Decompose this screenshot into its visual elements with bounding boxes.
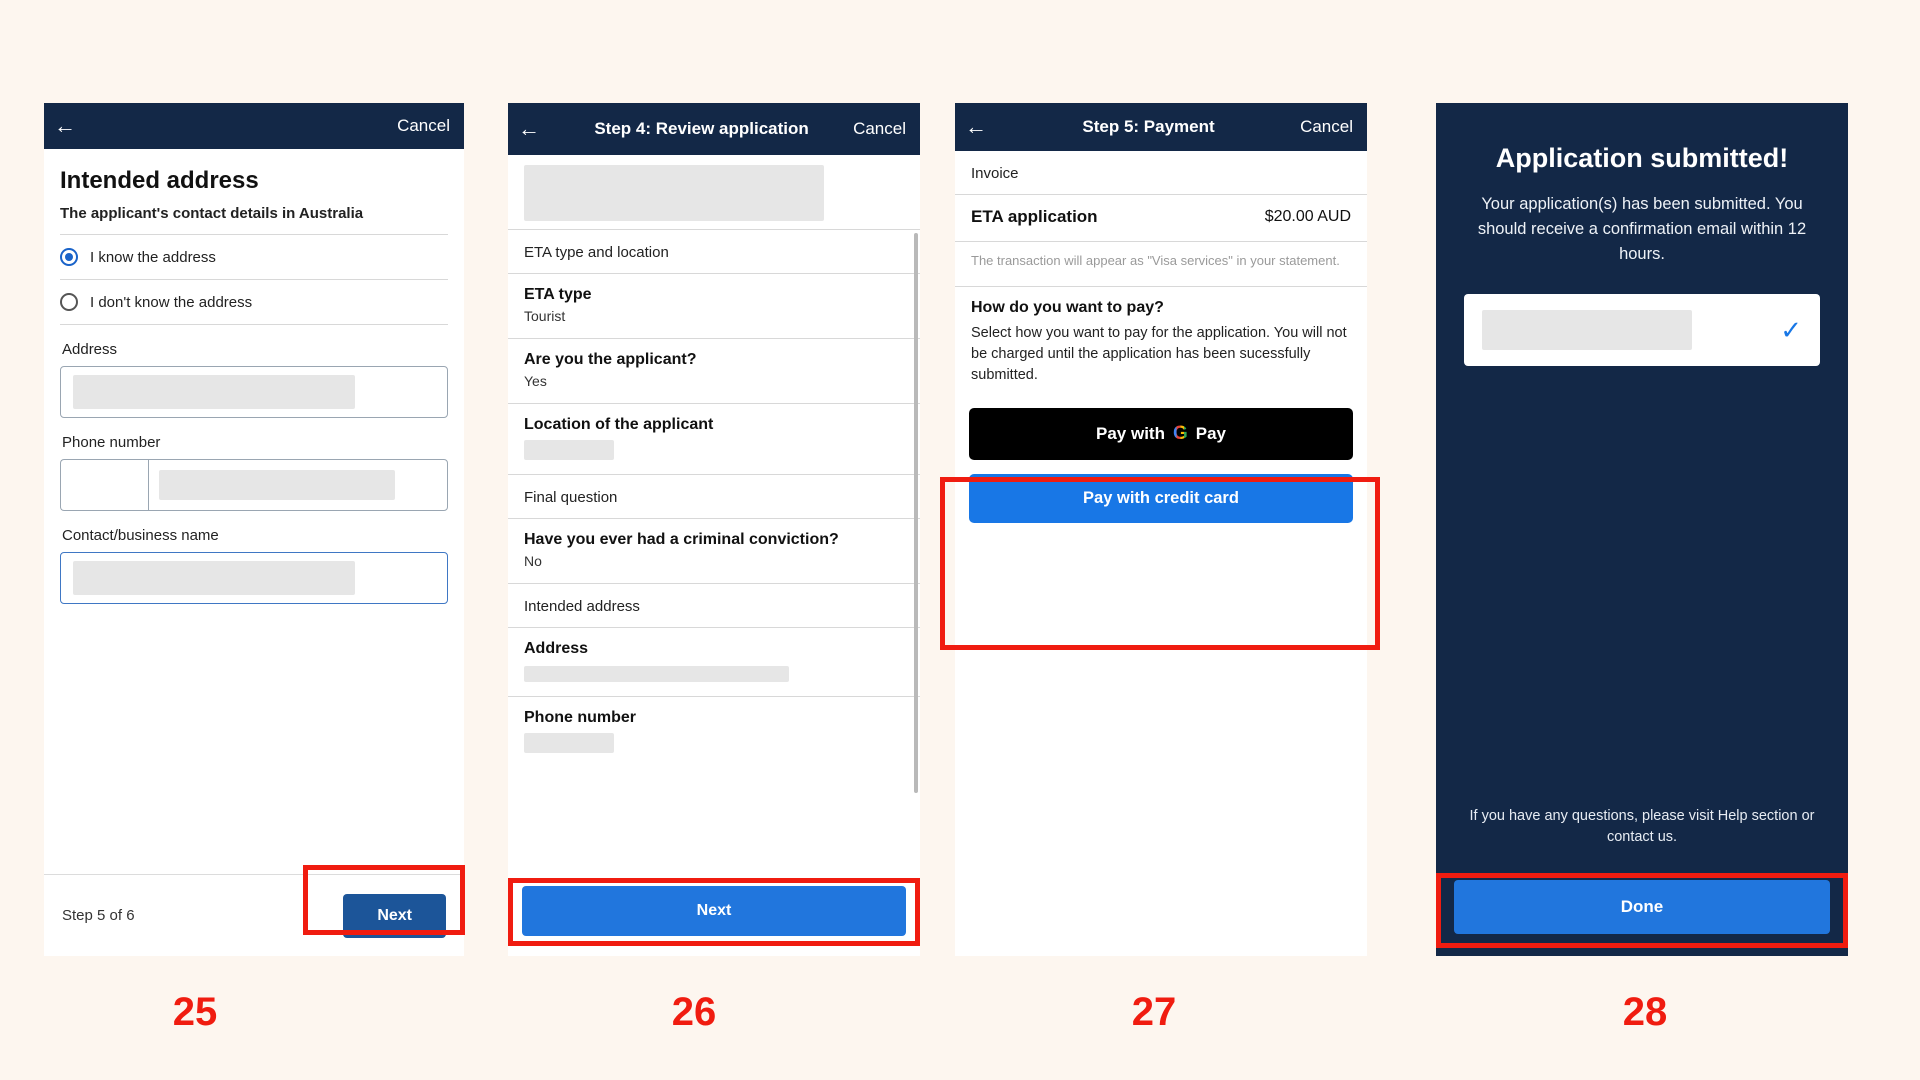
- cancel-button-26[interactable]: Cancel: [853, 119, 906, 138]
- page-subtitle-25: The applicant's contact details in Australia: [60, 205, 364, 222]
- done-button[interactable]: Done: [1454, 880, 1830, 934]
- section-heading-final-question: Final question: [524, 489, 618, 506]
- submitted-title: Application submitted!: [1495, 143, 1789, 173]
- phone-number-input[interactable]: [60, 459, 448, 511]
- review-question: Have you ever had a criminal conviction?: [524, 531, 839, 548]
- review-answer: Tourist: [524, 308, 566, 324]
- submitted-message: Your application(s) has been submitted. You should receive a confirmation email within 12 hours.: [1477, 195, 1807, 263]
- cancel-button-25[interactable]: Cancel: [397, 116, 450, 135]
- review-item-are-you-applicant: [508, 339, 920, 403]
- check-icon: ✓: [1780, 314, 1802, 345]
- back-arrow-icon[interactable]: ←: [965, 114, 987, 139]
- caption-27: 27: [1131, 990, 1177, 1034]
- vertical-scrollbar[interactable]: [914, 233, 918, 793]
- phone-country-code-input[interactable]: [60, 459, 148, 511]
- review-scroll-top: [508, 155, 920, 229]
- redacted-block: [524, 165, 824, 221]
- phone-number-label: Phone number: [62, 434, 161, 451]
- payment-question: How do you want to pay?: [971, 298, 1164, 316]
- contact-business-name-input[interactable]: [60, 552, 448, 604]
- section-heading-eta-type-location: ETA type and location: [524, 244, 669, 261]
- app-bar-25: [44, 103, 464, 149]
- caption-26: 26: [671, 990, 717, 1034]
- google-logo-icon: G: [1172, 422, 1188, 444]
- phone-number-value: [159, 470, 395, 500]
- review-item-location-of-applicant: [508, 404, 920, 474]
- review-question: Location of the applicant: [524, 416, 714, 433]
- screen-application-submitted: [1436, 103, 1848, 956]
- review-question: ETA type: [524, 286, 592, 303]
- review-item-eta-type: [508, 274, 920, 338]
- radio-option-know-address[interactable]: [60, 235, 448, 279]
- phone-number-field[interactable]: [148, 459, 448, 511]
- contact-business-name-value: [73, 561, 355, 595]
- invoice-item-name: ETA application: [971, 207, 1098, 226]
- page-title-25: Intended address: [60, 167, 259, 194]
- step-indicator: Step 5 of 6: [62, 907, 135, 924]
- address-label: Address: [62, 341, 118, 358]
- radio-option-dont-know-address[interactable]: [60, 280, 448, 324]
- address-input[interactable]: [60, 366, 448, 418]
- radio-selected-icon[interactable]: [60, 248, 78, 266]
- review-question: Are you the applicant?: [524, 351, 697, 368]
- review-item-address: [508, 628, 920, 696]
- gpay-text-label: Pay with: [1096, 423, 1165, 443]
- invoice-item-amount: $20.00 AUD: [1264, 208, 1351, 225]
- screen-25-body: [44, 167, 464, 604]
- address-input-value: [73, 375, 355, 409]
- transaction-note: The transaction will appear as "Visa services" in your statement.: [971, 253, 1340, 268]
- caption-25: 25: [172, 990, 218, 1034]
- redacted-answer: [524, 733, 614, 753]
- redacted-answer: [524, 440, 614, 460]
- back-arrow-icon[interactable]: ←: [54, 113, 76, 138]
- review-answer: No: [524, 553, 542, 569]
- redacted-block: [1482, 310, 1692, 350]
- pay-with-credit-card-button[interactable]: Pay with credit card: [969, 474, 1353, 523]
- redacted-answer: [524, 666, 789, 682]
- radio-label-dont-know-address: I don't know the address: [90, 293, 253, 311]
- screen-review-application: [508, 103, 920, 956]
- done-button-wrap: [1454, 880, 1830, 934]
- app-bar-27: [955, 103, 1367, 151]
- payment-description: Select how you want to pay for the application. You will not be charged until the application has been sucessfully submitted.: [971, 324, 1347, 383]
- review-question: Phone number: [524, 709, 637, 726]
- section-heading-intended-address: Intended address: [524, 598, 640, 615]
- invoice-label: Invoice: [971, 165, 1019, 182]
- caption-28: 28: [1622, 990, 1668, 1034]
- review-question: Address: [524, 640, 589, 657]
- next-button-26[interactable]: Next: [522, 886, 906, 936]
- review-item-criminal-conviction: [508, 519, 920, 583]
- radio-unselected-icon[interactable]: [60, 293, 78, 311]
- screen-payment: [955, 103, 1367, 956]
- next-button-25[interactable]: Next: [343, 894, 446, 938]
- screen-25-footer: [44, 874, 464, 956]
- app-bar-26: [508, 103, 920, 155]
- help-text: If you have any questions, please visit Help section or contact us.: [1469, 807, 1815, 845]
- gpay-pay-label: Pay: [1195, 423, 1226, 443]
- contact-business-name-label: Contact/business name: [62, 527, 219, 544]
- divider: [60, 324, 448, 325]
- screen-intended-address: [44, 103, 464, 956]
- app-bar-title-26: Step 4: Review application: [594, 119, 809, 138]
- invoice-row: [955, 195, 1367, 241]
- application-summary-card[interactable]: [1464, 294, 1820, 366]
- radio-label-know-address: I know the address: [90, 248, 216, 266]
- back-arrow-icon[interactable]: ←: [518, 116, 540, 141]
- cancel-button-27[interactable]: Cancel: [1300, 117, 1353, 136]
- review-next-wrap: [508, 886, 920, 936]
- payment-buttons: [955, 400, 1367, 523]
- app-bar-title-27: Step 5: Payment: [1082, 117, 1215, 136]
- review-answer: Yes: [524, 373, 547, 389]
- pay-with-google-pay-button[interactable]: [969, 408, 1353, 460]
- review-item-phone-number: [508, 697, 920, 767]
- submitted-content: [1436, 103, 1848, 366]
